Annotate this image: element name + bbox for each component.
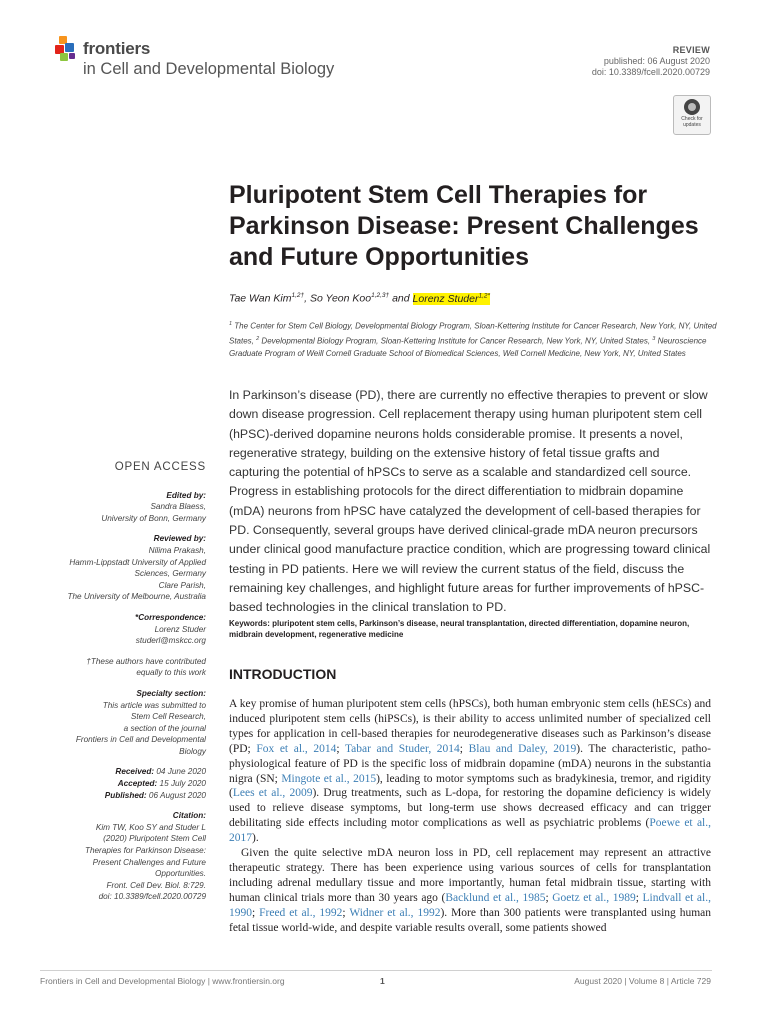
citation-doi-link[interactable]: doi: 10.3389/fcell.2020.00729	[98, 892, 206, 902]
citation-link[interactable]: Poewe et al., 2017	[229, 817, 711, 845]
citation-block: Citation: Kim TW, Koo SY and Studer L (2020) Pluripotent Stem Cell Therapies for Parkinson Disease: Present Challenges and Future Opportunities. Front. Cell Dev. Biol. 8:729. doi: 10.3389/fcell.2020.00729	[40, 810, 206, 903]
citation-link[interactable]: Widner et al., 1992	[349, 906, 441, 919]
page-number: 1	[380, 976, 385, 986]
open-access-label: OPEN ACCESS	[114, 461, 206, 473]
crossmark-icon	[684, 99, 700, 115]
doi-link[interactable]: doi: 10.3389/fcell.2020.00729	[591, 67, 710, 77]
journal-name: in Cell and Developmental Biology	[83, 60, 335, 78]
reviewed-by-block: Reviewed by: Nilima Prakash, Hamm-Lippstadt University of Applied Sciences, Germany Clare Parish, The University of Melbourne, Australia	[67, 534, 206, 602]
citation-link[interactable]: Blau and Daley, 2019	[468, 742, 577, 755]
article-type: REVIEW	[672, 45, 710, 55]
corresponding-author-name: Lorenz Studer$^{1,2*}$	[412, 292, 491, 305]
article-meta	[592, 45, 710, 78]
citation-link[interactable]: Lindvall et al., 1990	[229, 891, 711, 919]
footer-issue-info: August 2020 | Volume 8 | Article 729	[574, 976, 711, 986]
affiliations: $^1$ The Center for Stem Cell Biology, Developmental Biology Program, Sloan-Kettering Institute for Cancer Research, New York, NY, United States, $^2$ Developmental Biology Program, Sloan-Kettering Institute for Cancer Research, New York, NY, United States, $^3$ Neuroscience Graduate Program of Weill Cornell Graduate School of Biomedical Sciences, Well Cornell Medicine, New York, NY, United States	[229, 321, 717, 359]
author-affil-sup: 1,2,3†	[371, 292, 390, 299]
citation-link[interactable]: Goetz et al., 1989	[552, 891, 636, 904]
edited-by-block: Edited by: Sandra Blaess, University of Bonn, Germany	[101, 490, 206, 523]
author-affil-sup: 1,2†	[291, 292, 305, 299]
journal-logo[interactable]	[55, 36, 355, 86]
article-title: Pluripotent Stem Cell Therapies for Parkinson Disease: Present Challenges and Future Opportunities	[229, 181, 699, 271]
abstract: In Parkinson’s disease (PD), there are currently no effective therapies to prevent or slow down disease progression. Cell replacement therapy using human pluripotent stem cell (hPSC)-derived dopamine neurons holds considerable promise. It presents a novel, regenerative strategy, building on the extensive history of fetal tissue grafts and capturing the potential of hPSCs to serve as a scalable and standardized cell source. Progress in establishing protocols for the direct differentiation to midbrain dopamine (mDA) neurons from hPSC have catalyzed the development of cell-based therapies for PD. Consequently, several groups have derived clinical-grade mDA neuron precursors under clinical good manufacture practice condition, which are progressing toward clinical testing in PD patients. Here we will review the current status of the field, discuss the remaining key challenges, and highlight future areas for further improvements of hPSC-based technologies in the clinical translation to PD.	[229, 388, 711, 615]
section-heading-introduction: INTRODUCTION	[229, 666, 337, 682]
citation-link[interactable]: Backlund et al., 1985	[445, 891, 546, 904]
equal-contribution-note: †These authors have contributed equally to this work	[86, 656, 206, 678]
body-paragraph: Given the quite selective mDA neuron loss in PD, cell replacement may represent an attractive therapeutic strategy. There has been experience using various sources of cells for transplantation including adrenal medullary tissue and more importantly, human fetal midbrain tissue, starting with human clinical trials more than 30 years ago (Backlund et al., 1985; Goetz et al., 1989; Lindvall et al., 1990; Freed et al., 1992; Widner et al., 1992). More than 300 patients were transplanted using human fetal tissue world-wide, and despite variable results overall, some patients showed	[229, 847, 711, 934]
author-list: Tae Wan Kim$^{1,2\dagger}$, So Yeon Koo$^{1,2,3\dagger}$ and Lorenz Studer$^{1,2*}$	[229, 292, 491, 305]
citation-link[interactable]: Fox et al., 2014	[256, 742, 337, 755]
correspondence-block: *Correspondence: Lorenz Studer studerl@mskcc.org	[40, 612, 206, 647]
author-name[interactable]: So Yeon Koo	[309, 292, 372, 305]
specialty-section-block: Specialty section: This article was submitted to Stem Cell Research, a section of the journal Frontiers in Cell and Developmental Biology	[75, 688, 206, 756]
author-name[interactable]: Tae Wan Kim	[229, 292, 292, 305]
citation-link[interactable]: Tabar and Studer, 2014	[344, 742, 460, 755]
brand-name: frontiers	[83, 39, 151, 58]
citation-link[interactable]: Freed et al., 1992	[259, 906, 343, 919]
footer-journal-link[interactable]: Frontiers in Cell and Developmental Biology | www.frontiersin.org	[40, 976, 285, 986]
check-for-updates-button[interactable]	[673, 95, 711, 135]
citation-link[interactable]: Mingote et al., 2015	[281, 772, 377, 785]
dates-block: Received: 04 June 2020 Accepted: 15 July 2020 Published: 06 August 2020	[104, 767, 206, 800]
article-sidebar	[40, 462, 206, 912]
published-date: published: 06 August 2020	[603, 56, 710, 66]
check-for-updates-label: Check for updates	[681, 116, 703, 128]
citation-link[interactable]: Lees et al., 2009	[232, 787, 313, 800]
frontiers-logo-icon	[55, 36, 81, 62]
footer-divider	[40, 970, 712, 971]
body-text	[229, 697, 711, 936]
body-paragraph: A key promise of human pluripotent stem cells (hPSCs), both human embryonic stem cells (hESCs) and induced pluripotent stem cells (hiPSCs), is their ability to access unlimited number of specialized cell types for application in cell-based therapies for neurodegenerative diseases such as Parkinson’s disease (PD; Fox et al., 2014; Tabar and Studer, 2014; Blau and Daley, 2019). The characteristic, patho-physiological feature of PD is the specific loss of midbrain dopamine (mDA) neurons in the substantia nigra (SN; Mingote et al., 2015), leading to motor symptoms such as bradykinesia, tremor, and rigidity (Lees et al., 2009). Drug treatments, such as L-dopa, for restoring the dopamine deficiency is widely used to relieve disease symptoms, but long-term use shows decreased efficacy and can trigger debilitating side effects including motor complications as well as psychiatric problems (Poewe et al., 2017).	[229, 698, 712, 845]
correspondence-email-link[interactable]: studerl@mskcc.org	[135, 636, 206, 646]
keywords: Keywords: pluripotent stem cells, Parkinson’s disease, neural transplantation, directed differentiation, dopamine neuron, midbrain development, regenerative medicine	[229, 619, 690, 639]
